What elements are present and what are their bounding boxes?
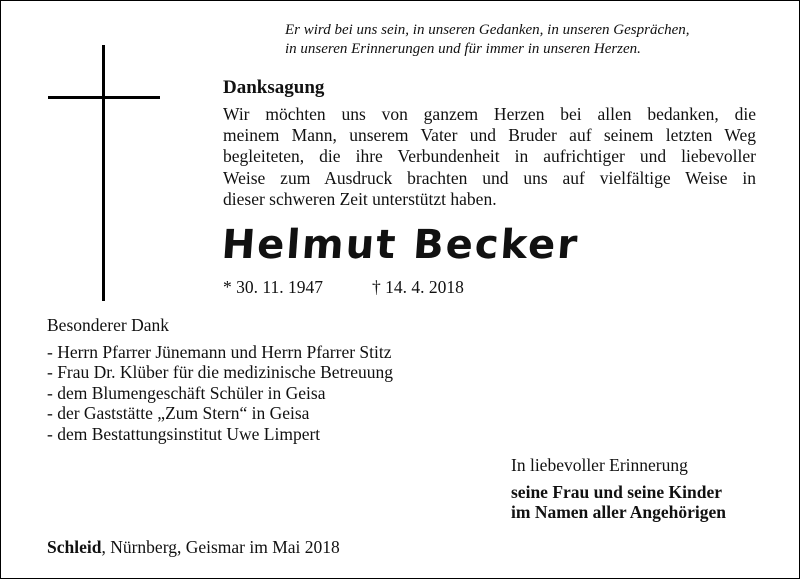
cross-icon [102, 45, 105, 301]
cross-icon-bar [48, 96, 160, 99]
list-item: - dem Bestattungsinstitut Uwe Limpert [47, 423, 321, 444]
thanks-message [223, 104, 756, 210]
notice-title: Danksagung [223, 77, 325, 98]
message-line: dieser schweren Zeit unterstützt haben. [223, 188, 497, 209]
memorial-quote [285, 21, 785, 59]
special-thanks-heading: Besonderer Dank [47, 315, 169, 335]
family-line: seine Frau und seine Kinder [511, 482, 722, 502]
family-line: im Namen aller Angehörigen [511, 502, 727, 522]
message-line: meinem Mann, unserem Vater und Bruder auf seinem letzten Weg [223, 125, 756, 146]
quote-line: Er wird bei uns sein, in unseren Gedanken, in unseren Gesprächen, [285, 22, 690, 38]
message-line: begleiteten, die ihre Verbundenheit in aufrichtiger und liebevoller [223, 146, 756, 167]
list-item: - Frau Dr. Klüber für die medizinische Betreuung [47, 362, 394, 383]
family-signature [511, 482, 726, 522]
birth-date: * 30. 11. 1947 [223, 277, 323, 297]
special-thanks-list [47, 342, 393, 444]
death-date: † 14. 4. 2018 [372, 277, 464, 297]
quote-line: in unseren Erinnerungen und für immer in unseren Herzen. [285, 41, 641, 57]
list-item: - dem Blumengeschäft Schüler in Geisa [47, 382, 326, 403]
footer-place: Schleid [47, 537, 102, 557]
in-memory-line: In liebevoller Erinnerung [511, 455, 688, 475]
message-line: Weise zum Ausdruck brachten und uns auf vielfältige Weise in [223, 167, 756, 188]
list-item: - der Gaststätte „Zum Stern“ in Geisa [47, 403, 310, 424]
list-item: - Herrn Pfarrer Jünemann und Herrn Pfarrer Stitz [47, 342, 392, 362]
place-date-footer [47, 536, 340, 558]
footer-rest: , Nürnberg, Geismar im Mai 2018 [101, 537, 340, 557]
message-line: Wir möchten uns von ganzem Herzen bei allen bedanken, die [223, 104, 756, 124]
deceased-name: Helmut Becker [220, 222, 581, 268]
